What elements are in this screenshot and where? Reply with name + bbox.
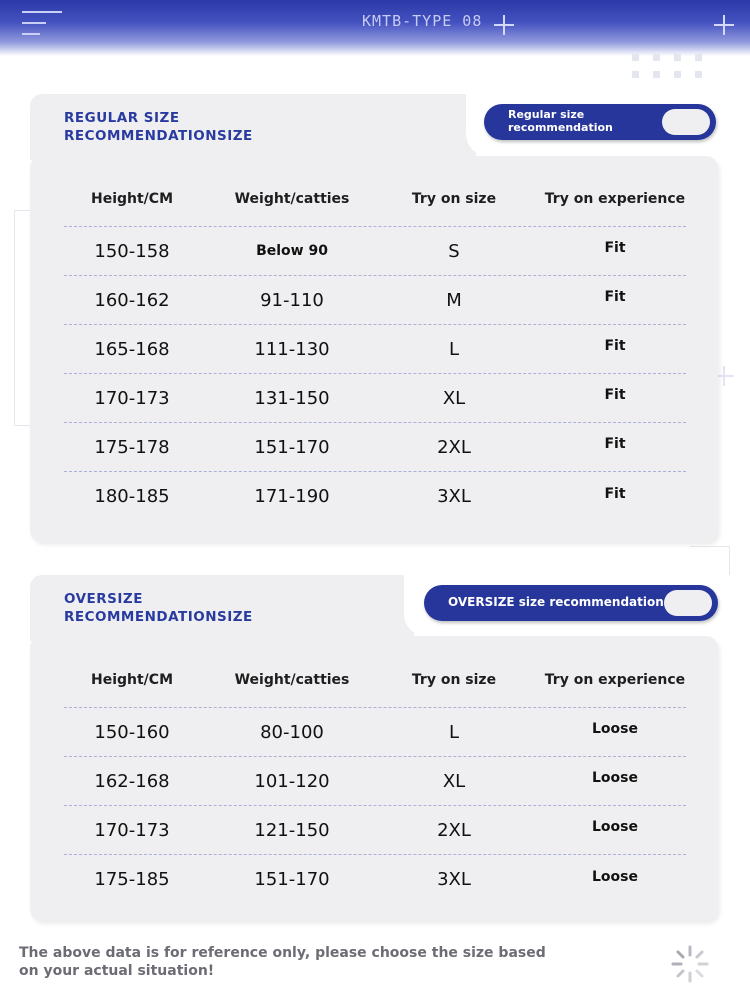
- loading-spinner-icon: [670, 944, 710, 984]
- height-cell: 170-173: [94, 819, 170, 841]
- toggle-knob[interactable]: [664, 590, 712, 616]
- table-row: [64, 227, 686, 276]
- table-row: [64, 855, 686, 904]
- title-line: RECOMMENDATIONSIZE: [64, 609, 253, 625]
- toggle-label-line: Regular size: [508, 108, 585, 121]
- disclaimer-text: The above data is for reference only, please choose the size based on your actual situation!: [19, 945, 546, 979]
- table-row: [64, 423, 686, 472]
- size-cell: L: [448, 338, 460, 360]
- height-cell: 162-168: [94, 770, 170, 792]
- column-header: Height/CM: [90, 671, 173, 688]
- plus-icon: [714, 15, 734, 35]
- size-cell: L: [448, 721, 460, 743]
- height-cell: 180-185: [94, 486, 170, 507]
- experience-cell: Loose: [592, 721, 638, 737]
- size-cell: 3XL: [437, 486, 471, 507]
- regular-size-table: [64, 171, 686, 521]
- experience-cell: Fit: [604, 289, 626, 305]
- column-header: Weight/catties: [234, 190, 350, 207]
- toggle-label: OVERSIZE size recommendation: [448, 595, 664, 609]
- weight-cell: 131-150: [254, 387, 330, 409]
- size-cell: 3XL: [437, 869, 471, 890]
- brand-label: KMTB-TYPE 08: [362, 12, 483, 30]
- table-row: [64, 325, 686, 374]
- weight-cell: 91-110: [260, 289, 324, 311]
- hamburger-menu-icon[interactable]: [22, 11, 62, 35]
- weight-cell: 121-150: [254, 819, 330, 841]
- oversize-table: [64, 652, 686, 904]
- height-cell: 170-173: [94, 387, 170, 409]
- column-header: Try on experience: [544, 671, 686, 688]
- weight-cell: 151-170: [254, 436, 330, 458]
- experience-cell: Fit: [604, 240, 626, 256]
- title-line: REGULAR SIZE: [64, 110, 180, 126]
- table-row: [64, 757, 686, 806]
- column-header: Try on experience: [544, 190, 686, 207]
- size-cell: 2XL: [437, 819, 471, 841]
- plus-icon: [494, 15, 514, 35]
- height-cell: 165-168: [94, 338, 170, 360]
- table-row: [64, 708, 686, 757]
- oversize-toggle-button[interactable]: [424, 585, 718, 621]
- size-cell: S: [448, 240, 460, 262]
- table-header-row: [64, 171, 686, 227]
- height-cell: 160-162: [94, 289, 170, 311]
- decorative-dots: [632, 54, 704, 80]
- oversize-title: [64, 590, 253, 626]
- toggle-label-line: recommendation: [508, 121, 613, 134]
- top-header: [0, 0, 750, 56]
- experience-cell: Fit: [604, 436, 626, 452]
- toggle-knob[interactable]: [662, 109, 710, 135]
- column-header: Try on size: [411, 190, 497, 207]
- weight-cell: Below 90: [256, 243, 328, 259]
- height-cell: 175-178: [94, 436, 170, 458]
- title-line: OVERSIZE: [64, 591, 143, 607]
- size-cell: 2XL: [437, 436, 471, 458]
- experience-cell: Loose: [592, 819, 638, 835]
- table-row: [64, 472, 686, 521]
- table-header-row: [64, 652, 686, 708]
- weight-cell: 151-170: [254, 869, 330, 890]
- size-cell: XL: [442, 770, 466, 792]
- table-row: [64, 276, 686, 325]
- experience-cell: Loose: [592, 868, 638, 885]
- column-header: Try on size: [411, 671, 497, 688]
- column-header: Weight/catties: [234, 671, 350, 688]
- weight-cell: 80-100: [260, 721, 324, 743]
- weight-cell: 111-130: [254, 338, 330, 360]
- regular-size-toggle-button[interactable]: [484, 104, 716, 140]
- column-header: Height/CM: [90, 190, 173, 207]
- height-cell: 150-160: [94, 721, 170, 743]
- table-row: [64, 806, 686, 855]
- regular-size-title: [64, 109, 253, 145]
- table-row: [64, 374, 686, 423]
- weight-cell: 171-190: [254, 486, 330, 507]
- experience-cell: Fit: [604, 387, 626, 403]
- weight-cell: 101-120: [254, 770, 330, 792]
- height-cell: 150-158: [94, 240, 170, 262]
- experience-cell: Fit: [604, 338, 626, 354]
- size-cell: M: [446, 289, 462, 311]
- height-cell: 175-185: [94, 869, 170, 890]
- experience-cell: Fit: [604, 485, 626, 502]
- experience-cell: Loose: [592, 770, 638, 786]
- toggle-label: [508, 108, 613, 134]
- title-line: RECOMMENDATIONSIZE: [64, 128, 253, 144]
- size-cell: XL: [442, 387, 466, 409]
